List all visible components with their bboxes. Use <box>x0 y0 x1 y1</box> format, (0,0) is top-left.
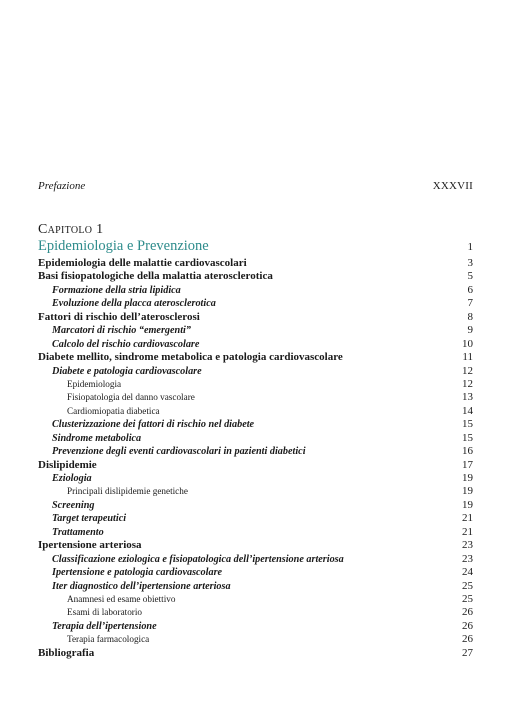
toc-entry-page-number: 27 <box>462 646 473 659</box>
toc-entry[interactable] <box>38 580 473 593</box>
toc-entry-title: Eziologia <box>52 473 92 484</box>
toc-entry-page-number: 17 <box>462 458 473 471</box>
chapter-page-number: 1 <box>467 241 473 253</box>
preface-label: Prefazione <box>38 180 86 192</box>
toc-entry[interactable] <box>38 512 473 525</box>
toc-entry-title: Classificazione eziologica e fisiopatologica dell’ipertensione arteriosa <box>52 553 344 565</box>
toc-entry-page-number: 7 <box>467 297 473 310</box>
toc-entry-page-number: 26 <box>462 633 473 646</box>
toc-entry[interactable] <box>38 553 473 566</box>
toc-entry-page-number: 19 <box>462 485 473 498</box>
toc-entry-page-number: 24 <box>462 566 473 579</box>
toc-entry-page-number: 26 <box>462 606 473 619</box>
toc-entry[interactable] <box>38 459 473 472</box>
toc-entry[interactable] <box>38 324 473 337</box>
toc-entry[interactable] <box>38 391 473 404</box>
toc-entry-title: Calcolo del rischio cardiovascolare <box>52 338 200 350</box>
toc-entry[interactable] <box>38 633 473 646</box>
toc-entry-title: Terapia farmacologica <box>67 634 150 645</box>
toc-entry-page-number: 15 <box>462 418 473 431</box>
toc-entry[interactable] <box>38 351 473 364</box>
toc-entry-page-number: 14 <box>462 404 473 417</box>
toc-entry-title: Cardiomiopatia diabetica <box>67 405 160 416</box>
toc-entry[interactable] <box>38 606 473 619</box>
toc-entry-title: Target terapeutici <box>52 513 127 525</box>
toc-entry-page-number: 12 <box>462 364 473 377</box>
toc-entry-title: Sindrome metabolica <box>52 432 142 444</box>
toc-entry-page-number: 6 <box>467 283 473 296</box>
toc-entry-page-number: 25 <box>462 579 473 592</box>
toc-entry-title: Prevenzione degli eventi cardiovascolari in pazienti diabetici <box>52 446 306 458</box>
chapter-title-entry[interactable] <box>38 238 473 256</box>
toc-entry-title: Screening <box>52 499 95 511</box>
toc-entry[interactable] <box>38 257 473 270</box>
toc-entry-page-number: 12 <box>462 377 473 390</box>
toc-entry[interactable] <box>38 526 473 539</box>
table-of-contents <box>38 257 473 660</box>
toc-entry-page-number: 19 <box>462 498 473 511</box>
toc-entry[interactable] <box>38 418 473 431</box>
toc-entry[interactable] <box>38 593 473 606</box>
toc-entry-title: Trattamento <box>52 526 104 538</box>
chapter-label: Capitolo 1 <box>38 222 104 237</box>
toc-entry-page-number: 26 <box>462 619 473 632</box>
toc-entry[interactable] <box>38 432 473 445</box>
toc-entry-page-number: 23 <box>462 539 473 552</box>
toc-entry-page-number: 15 <box>462 431 473 444</box>
toc-entry-title: Bibliografia <box>38 646 95 659</box>
toc-entry-title: Principali dislipidemie genetiche <box>67 486 188 497</box>
toc-entry-title: Anamnesi ed esame obiettivo <box>67 593 176 604</box>
toc-entry[interactable] <box>38 270 473 283</box>
toc-entry-page-number: 23 <box>462 552 473 565</box>
toc-entry-page-number: 16 <box>462 445 473 458</box>
toc-entry[interactable] <box>38 365 473 378</box>
toc-entry-title: Terapia dell’ipertensione <box>52 620 157 632</box>
toc-entry-title: Clusterizzazione dei fattori di rischio nel diabete <box>52 419 255 431</box>
toc-entry[interactable] <box>38 499 473 512</box>
toc-entry-page-number: 19 <box>462 472 473 484</box>
toc-entry-page-number: 8 <box>467 310 473 323</box>
toc-entry-title: Fisiopatologia del danno vascolare <box>67 392 195 403</box>
toc-entry[interactable] <box>38 647 473 660</box>
toc-entry-page-number: 11 <box>462 351 473 364</box>
toc-entry-title: Basi fisiopatologiche della malattia aterosclerotica <box>38 270 273 283</box>
toc-entry[interactable] <box>38 485 473 498</box>
toc-entry-page-number: 25 <box>462 592 473 605</box>
toc-entry[interactable] <box>38 539 473 552</box>
toc-entry-title: Ipertensione arteriosa <box>38 539 142 552</box>
toc-entry-title: Dislipidemie <box>38 458 97 471</box>
preface-entry[interactable] <box>38 180 473 194</box>
preface-page-number: XXXVII <box>432 180 473 192</box>
toc-entry[interactable] <box>38 472 473 485</box>
toc-entry[interactable] <box>38 620 473 633</box>
toc-entry-title: Evoluzione della placca aterosclerotica <box>52 298 216 310</box>
chapter-title: Epidemiologia e Prevenzione <box>38 238 209 254</box>
toc-entry-title: Iter diagnostico dell’ipertensione arteriosa <box>52 580 231 592</box>
toc-entry[interactable] <box>38 445 473 458</box>
toc-entry-title: Diabete mellito, sindrome metabolica e patologia cardiovascolare <box>38 351 343 364</box>
toc-entry-title: Ipertensione e patologia cardiovascolare <box>52 567 223 579</box>
toc-entry[interactable] <box>38 338 473 351</box>
toc-entry-page-number: 21 <box>462 512 473 525</box>
toc-entry[interactable] <box>38 284 473 297</box>
toc-entry-title: Marcatori di rischio “emergenti” <box>52 325 191 337</box>
toc-entry-title: Fattori di rischio dell’aterosclerosi <box>38 310 200 323</box>
toc-entry[interactable] <box>38 297 473 310</box>
toc-entry-title: Esami di laboratorio <box>67 607 143 618</box>
toc-entry-page-number: 13 <box>462 391 473 404</box>
toc-entry-title: Epidemiologia <box>67 378 122 389</box>
toc-entry-page-number: 21 <box>462 525 473 538</box>
toc-entry-title: Epidemiologia delle malattie cardiovascolari <box>38 257 247 269</box>
toc-entry-page-number: 5 <box>467 270 473 283</box>
toc-entry[interactable] <box>38 311 473 324</box>
toc-entry[interactable] <box>38 378 473 391</box>
toc-entry-title: Formazione della stria lipidica <box>52 284 181 296</box>
toc-entry[interactable] <box>38 405 473 418</box>
toc-entry-page-number: 10 <box>462 337 473 350</box>
toc-entry-page-number: 9 <box>467 324 473 337</box>
toc-entry-page-number: 3 <box>467 257 473 269</box>
toc-entry-title: Diabete e patologia cardiovascolare <box>52 365 202 377</box>
toc-entry[interactable] <box>38 566 473 579</box>
